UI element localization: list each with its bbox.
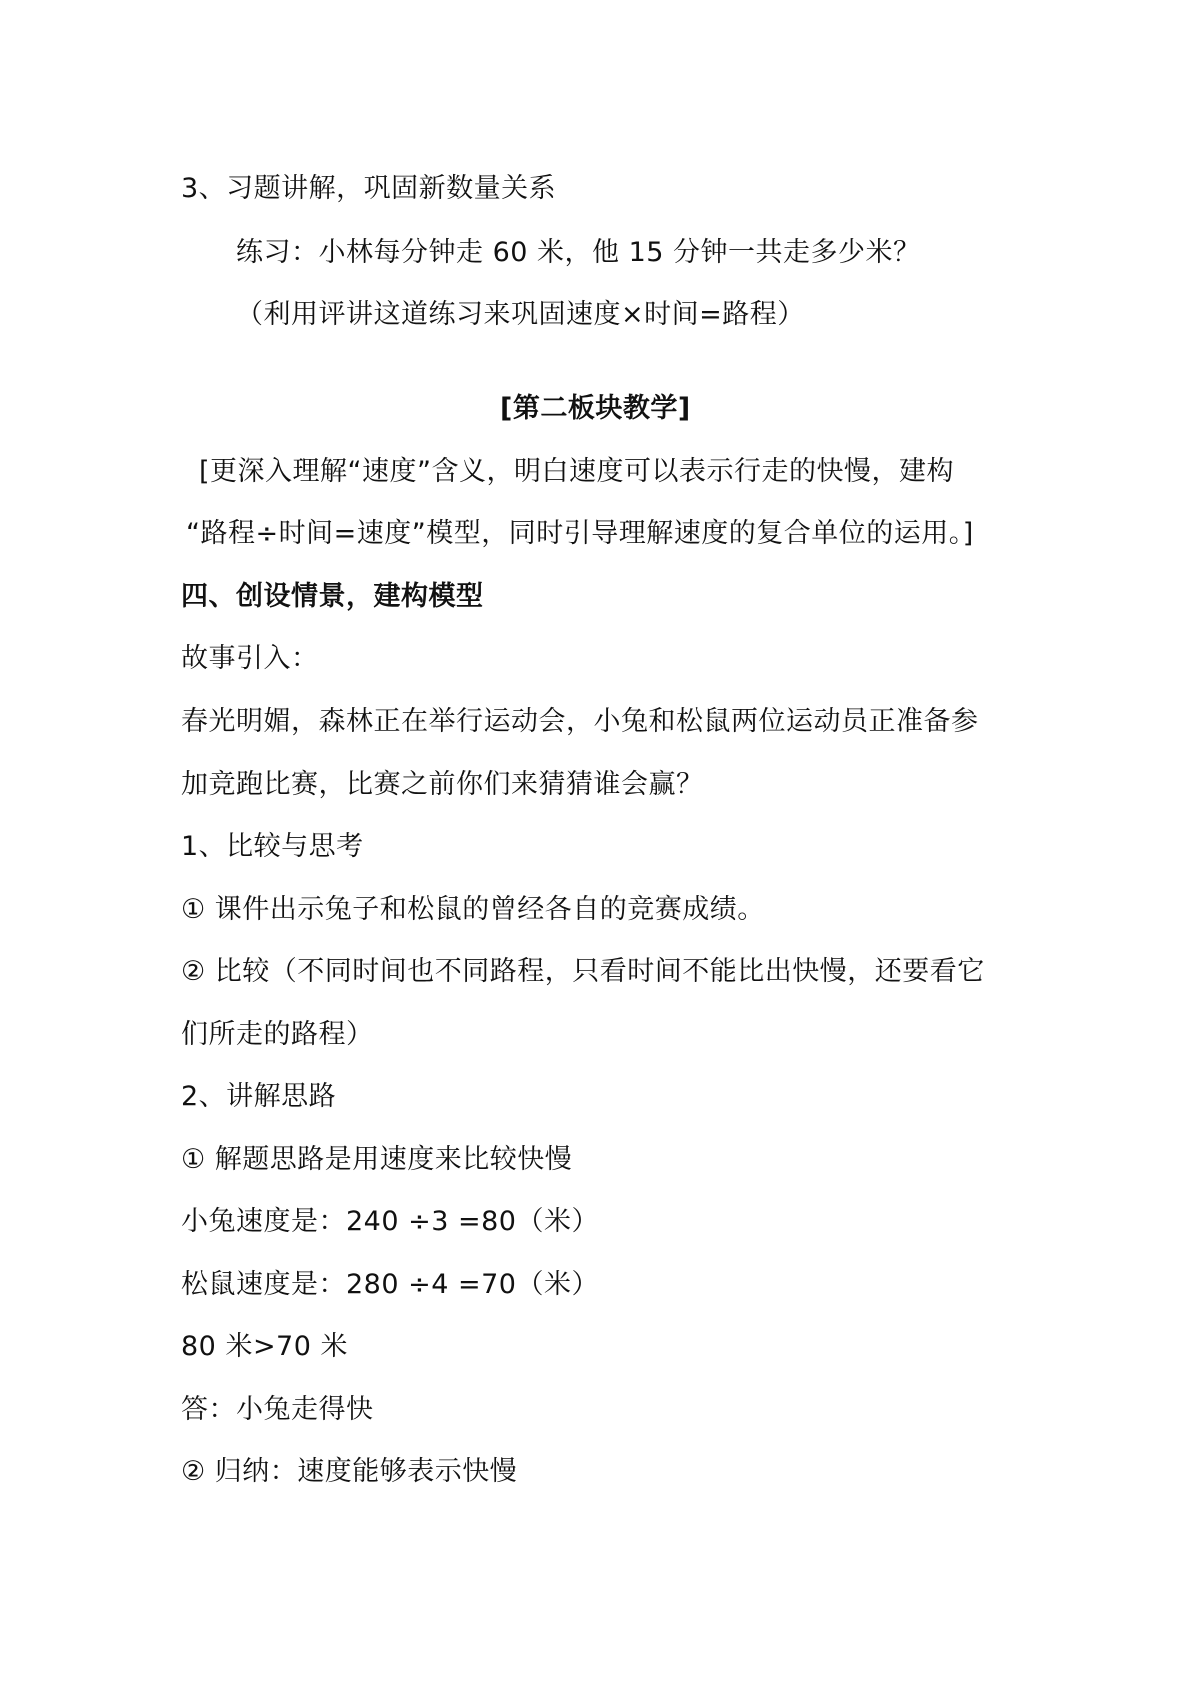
section3-heading: 3、习题讲解，巩固新数量关系 (181, 173, 557, 204)
sub1-item1: ① 课件出示兔子和松鼠的曾经各自的竞赛成绩。 (181, 894, 765, 925)
sub1-item2-line2: 们所走的路程） (181, 1019, 374, 1050)
story-line2: 加竞跑比赛，比赛之前你们来猜猜谁会赢？ (181, 769, 704, 800)
answer-line: 答：小兔走得快 (181, 1394, 374, 1425)
block2-desc-line2: “路程÷时间=速度”模型，同时引导理解速度的复合单位的运用。] (186, 518, 974, 549)
exercise-note: （利用评讲这道练习来巩固速度×时间=路程） (236, 299, 805, 330)
part4-heading: 四、创设情景，建构模型 (181, 581, 484, 612)
sub1-item2-line1: ② 比较（不同时间也不同路程，只看时间不能比出快慢，还要看它 (181, 956, 985, 987)
compare-line: 80 米>70 米 (181, 1331, 349, 1362)
squirrel-speed: 松鼠速度是：280 ÷4 =70（米） (181, 1269, 599, 1300)
sub2-item1: ① 解题思路是用速度来比较快慢 (181, 1144, 573, 1175)
sub2-item2: ② 归纳：速度能够表示快慢 (181, 1456, 518, 1487)
rabbit-speed: 小兔速度是：240 ÷3 =80（米） (181, 1206, 599, 1237)
block2-desc-line1: [更深入理解“速度”含义，明白速度可以表示行走的快慢，建构 (199, 456, 955, 487)
sub1-heading: 1、比较与思考 (181, 831, 364, 862)
exercise-text: 练习：小林每分钟走 60 米，他 15 分钟一共走多少米？ (236, 237, 921, 268)
block2-title: [第二板块教学] (500, 393, 691, 424)
story-line1: 春光明媚，森林正在举行运动会，小兔和松鼠两位运动员正准备参 (181, 706, 979, 737)
sub2-heading: 2、讲解思路 (181, 1081, 337, 1112)
story-label: 故事引入： (181, 643, 319, 674)
